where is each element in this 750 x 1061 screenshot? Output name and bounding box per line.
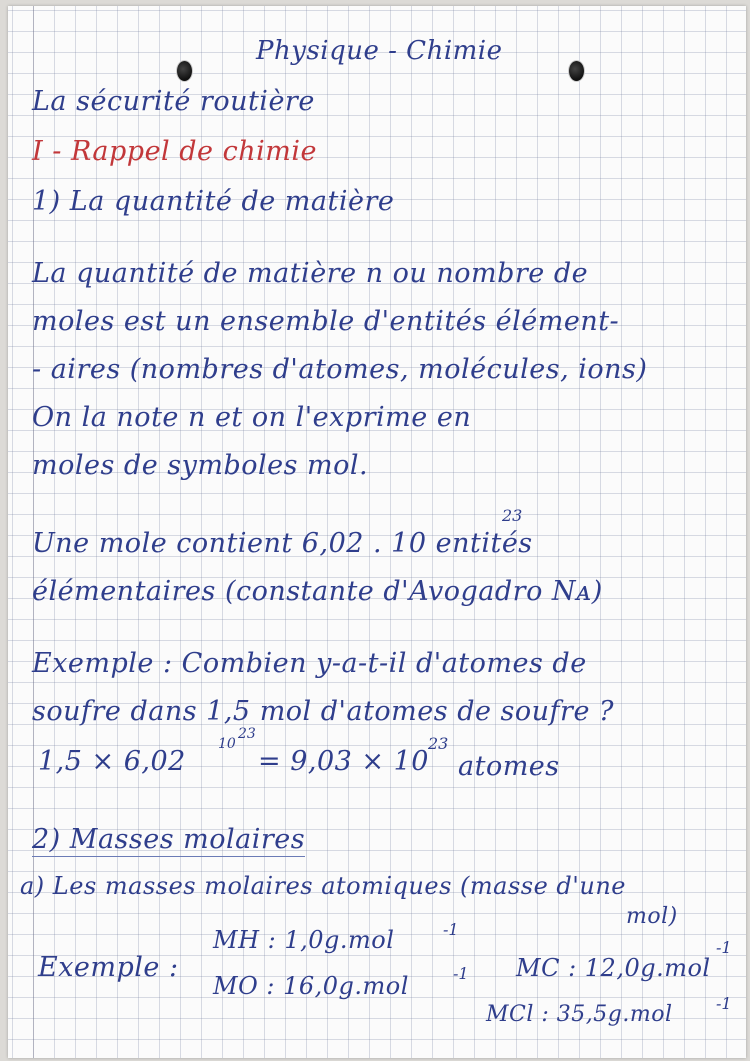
example-calc-result-exponent: 23 [428, 734, 449, 753]
avogadro-line: élémentaires (constante d'Avogadro Nᴀ) [32, 576, 603, 607]
section-heading: I - Rappel de chimie [32, 136, 317, 167]
molar-mass-exponent: -1 [716, 938, 732, 957]
example-calc-unit: atomes [458, 751, 560, 782]
example-question-line: soufre dans 1,5 mol d'atomes de soufre ? [32, 696, 614, 727]
paragraph-line: La quantité de matière n ou nombre de [32, 258, 589, 289]
molar-mass-value: MC : 12,0g.mol [516, 954, 711, 982]
binder-hole [568, 60, 585, 82]
paragraph-line: moles est un ensemble d'entités élément- [32, 306, 620, 337]
avogadro-line: Une mole contient 6,02 . 10 entités [32, 528, 533, 559]
example-calc-power: 10 [218, 736, 236, 752]
molar-mass-exponent: -1 [716, 994, 732, 1013]
page-header-subject: Physique - Chimie [256, 36, 503, 66]
example-calc-result: = 9,03 × 10 [258, 746, 429, 777]
avogadro-exponent: 23 [502, 506, 523, 525]
notebook-page [8, 6, 746, 1058]
molar-mass-exponent: -1 [453, 964, 469, 983]
paragraph-line: On la note n et on l'exprime en [32, 402, 472, 433]
paragraph-line: moles de symboles mol. [32, 450, 369, 481]
example-calc-left: 1,5 × 6,02 [38, 746, 186, 777]
molar-mass-value: MH : 1,0g.mol [213, 926, 395, 954]
molar-mass-exponent: -1 [443, 920, 459, 939]
subsection-heading: 1) La quantité de matière [32, 186, 395, 217]
molar-mass-value: MCl : 35,5g.mol [486, 1002, 673, 1027]
subsection-heading: 2) Masses molaires [32, 824, 306, 855]
subsection-subheading-continued: mol) [626, 904, 678, 929]
paragraph-line: - aires (nombres d'atomes, molécules, ions) [32, 354, 648, 385]
molar-mass-value: MO : 16,0g.mol [213, 972, 409, 1000]
example-question-line: Exemple : Combien y-a-t-il d'atomes de [32, 648, 587, 679]
example-calc-exponent: 23 [238, 726, 256, 742]
example-label: Exemple : [38, 952, 179, 983]
chapter-title: La sécurité routière [32, 86, 315, 117]
binder-hole [176, 60, 193, 82]
subsection-subheading: a) Les masses molaires atomiques (masse d'une [20, 872, 626, 900]
